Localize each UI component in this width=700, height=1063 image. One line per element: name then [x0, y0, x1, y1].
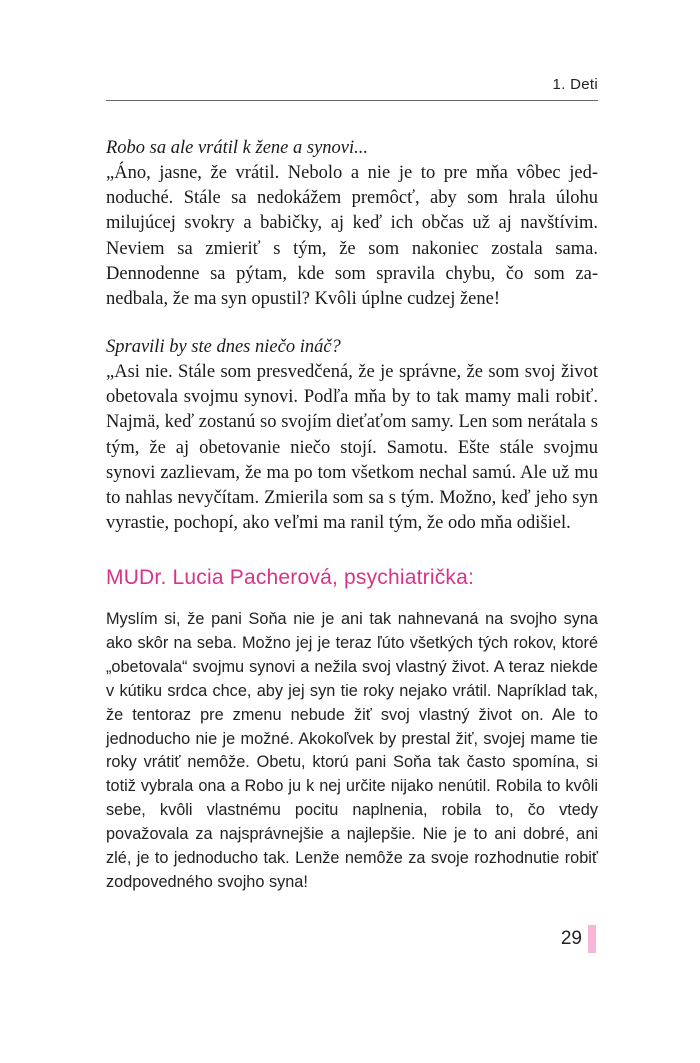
expert-commentary: Myslím si, že pani Soňa nie je ani tak nahnevaná na svojho syna ako skôr na seba. Možno jej je teraz ľúto všetkých tých rokov, ktoré „obetovala“ svojmu synovi a nežila svoj vlastný život. A teraz niekde v kútiku srdca chce, aby jej syn tie roky nejako vrátil. Napríklad tak, že tentoraz pre zmenu nebude žiť svoj vlastný život on. Ale to jednoducho nie je možné. Akokoľvek by prestal žiť, svojej mame tie roky vrátiť nemôže. Obetu, ktorú pani Soňa tak často spomína, si totiž vybrala ona a Robo ju k nej určite nijako nenútil. Robila to kvôli sebe, kvôli vlastnému pocitu naplnenia, robila to, čo vtedy považovala za najsprávnejšie a najlepšie. Nie je to ani dobré, ani zlé, je to jednoducho tak. Lenže nemôže za svoje rozhodnutie robiť zodpovedného svojho syna! [106, 610, 598, 891]
page-tab-marker [588, 925, 596, 953]
interview-question: Robo sa ale vrátil k žene a synovi... [106, 138, 369, 158]
interview-answer: „Áno, jasne, že vrátil. Nebolo a nie je to pre mňa vôbec jednoduché. Stále sa nedokážem premôcť, aby som hrala úlohu milujúcej svokry a babičky, aj keď ich občas už aj navštívim. Neviem sa zmieriť s tým, že som nakoniec zostala sama. Dennodenne sa pýtam, kde som spravila chybu, čo som zanedbala, že ma syn opustil? Kvôli úplne cudzej žene! [106, 163, 598, 310]
page-number: 29 [560, 928, 582, 949]
interview-block-1 [106, 136, 598, 312]
interview-question: Spravili by ste dnes niečo ináč? [106, 337, 341, 357]
header-rule [106, 100, 598, 101]
interview-block-2 [106, 335, 598, 536]
interview-answer: „Asi nie. Stále som presvedčená, že je správne, že som svoj život obetovala svojmu synovi. Podľa mňa by to tak mamy mali robiť. Najmä, keď zostanú so svojím dieťaťom samy. Len som nerátala s tým, že aj obetovanie niečo stojí. Samotu. Ešte stále svojmu synovi zazlievam, že ma po tom všetkom nechal samú. Ale už mu to nahlas nevyčítam. Zmierila som sa s tým. Možno, keď jeho syn vyrastie, pochopí, ako veľmi ma ranil tým, že odo mňa odišiel. [106, 362, 598, 534]
running-header: 1. Deti [552, 76, 598, 93]
expert-heading: MUDr. Lucia Pacherová, psychiatrička: [106, 566, 475, 589]
